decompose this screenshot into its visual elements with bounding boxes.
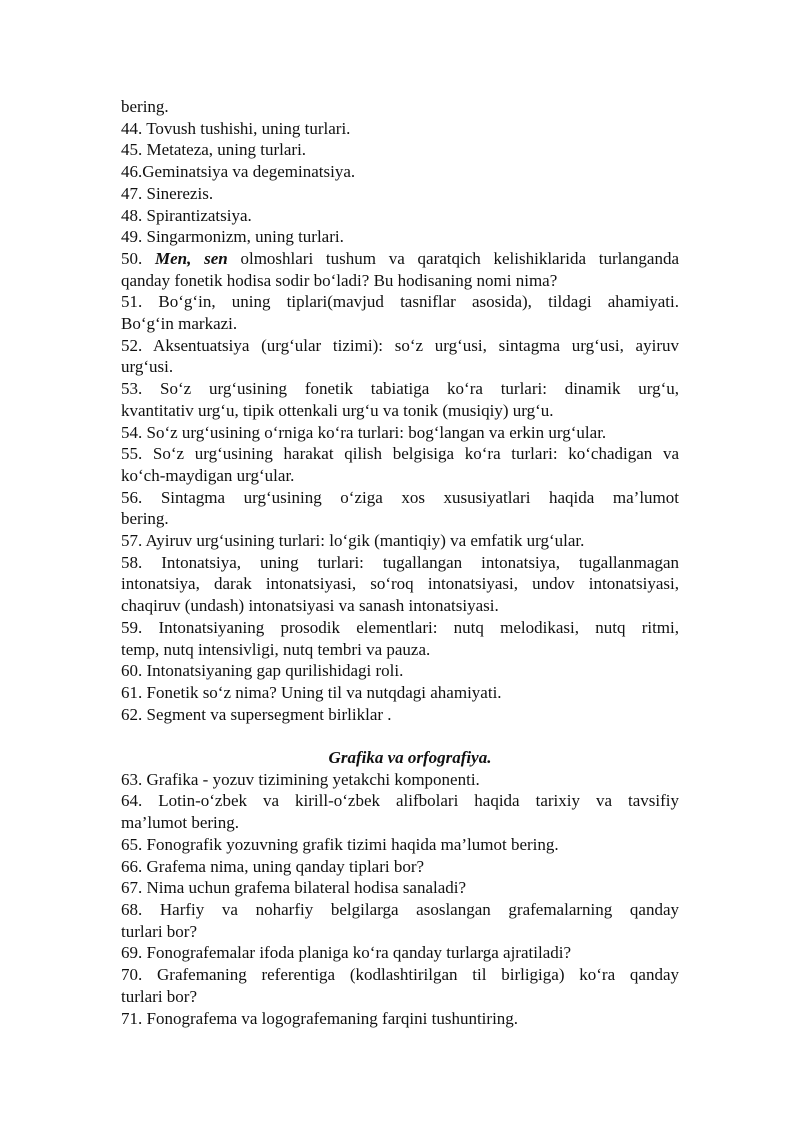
list-item: 55. So‘z urg‘usining harakat qilish belgisiga ko‘ra turlari: ko‘chadigan va bbox=[121, 444, 679, 464]
list-item: 71. Fonografema va logografemaning farqini tushuntiring. bbox=[121, 1008, 519, 1028]
text-line: ma’lumot bering. bbox=[121, 813, 240, 833]
text-line: turlari bor? bbox=[121, 986, 197, 1006]
text-line: bering. bbox=[121, 509, 169, 529]
list-item: 56. Sintagma urg‘usining o‘ziga xos xususiyatlari haqida ma’lumot bbox=[121, 487, 679, 507]
list-item: 46.Geminatsiya va degeminatsiya. bbox=[121, 162, 356, 182]
list-item bbox=[121, 248, 679, 270]
list-item: 54. So‘z urg‘usining o‘rniga ko‘ra turlari: bog‘langan va erkin urg‘ular. bbox=[121, 422, 607, 442]
list-item: 66. Grafema nima, uning qanday tiplari bor? bbox=[121, 856, 425, 876]
list-item: 61. Fonetik so‘z nima? Uning til va nutqdagi ahamiyati. bbox=[121, 682, 502, 702]
list-item-text: olmoshlari tushum va qaratqich kelishiklarida turlanganda bbox=[227, 248, 680, 268]
section-heading: Grafika va orfografiya. bbox=[328, 748, 492, 768]
document-page bbox=[121, 96, 679, 1029]
list-item: 49. Singarmonizm, uning turlari. bbox=[121, 227, 344, 247]
list-item: 58. Intonatsiya, uning turlari: tugallangan intonatsiya, tugallanmagan bbox=[121, 552, 679, 572]
list-item: 65. Fonografik yozuvning grafik tizimi haqida ma’lumot bering. bbox=[121, 834, 559, 854]
list-item: 68. Harfiy va noharfiy belgilarga asoslangan grafemalarning qanday bbox=[121, 900, 679, 919]
section-phonetics-list bbox=[121, 96, 679, 725]
list-item: 45. Metateza, uning turlari. bbox=[121, 140, 307, 160]
list-item: 60. Intonatsiyaning gap qurilishidagi roli. bbox=[121, 661, 404, 681]
list-item: 44. Tovush tushishi, uning turlari. bbox=[121, 118, 351, 138]
list-item: 48. Spirantizatsiya. bbox=[121, 205, 252, 225]
list-item: 69. Fonografemalar ifoda planiga ko‘ra qanday turlarga ajratiladi? bbox=[121, 943, 572, 963]
section-graphics-list bbox=[121, 769, 679, 1029]
list-item: 59. Intonatsiyaning prosodik elementlari: nutq melodikasi, nutq ritmi, bbox=[121, 617, 679, 637]
list-item: 64. Lotin-o‘zbek va kirill-o‘zbek alifbolari haqida tarixiy va tavsifiy bbox=[121, 791, 679, 811]
list-item: 51. Bo‘g‘in, uning tiplari(mavjud tasniflar asosida), tildagi ahamiyati. bbox=[121, 292, 679, 312]
text-line: temp, nutq intensivligi, nutq tembri va pauza. bbox=[121, 639, 431, 659]
text-line: turlari bor? bbox=[121, 921, 197, 941]
spacer bbox=[121, 725, 679, 747]
text-line: Bo‘g‘in markazi. bbox=[121, 314, 238, 334]
emphasized-pronouns: Men, sen bbox=[155, 248, 228, 268]
list-item: 57. Ayiruv urg‘usining turlari: lo‘gik (mantiqiy) va emfatik urg‘ular. bbox=[121, 531, 585, 551]
list-item: 67. Nima uchun grafema bilateral hodisa sanaladi? bbox=[121, 878, 467, 898]
list-item: 63. Grafika - yozuv tizimining yetakchi komponenti. bbox=[121, 769, 480, 789]
list-item: 53. So‘z urg‘usining fonetik tabiatiga ko‘ra turlari: dinamik urg‘u, bbox=[121, 379, 679, 399]
text-line: bering. bbox=[121, 97, 169, 116]
list-item: 62. Segment va supersegment birliklar . bbox=[121, 704, 392, 724]
text-line: qanday fonetik hodisa sodir bo‘ladi? Bu hodisaning nomi nima? bbox=[121, 270, 558, 290]
list-item: 52. Aksentuatsiya (urg‘ular tizimi): so‘z urg‘usi, sintagma urg‘usi, ayiruv bbox=[121, 335, 679, 355]
list-item: 47. Sinerezis. bbox=[121, 183, 214, 203]
text-line: chaqiruv (undash) intonatsiyasi va sanash intonatsiyasi. bbox=[121, 596, 499, 616]
text-line: intonatsiya, darak intonatsiyasi, so‘roq intonatsiyasi, undov intonatsiyasi, bbox=[121, 574, 679, 594]
list-item: 70. Grafemaning referentiga (kodlashtirilgan til birligiga) ko‘ra qanday bbox=[121, 965, 679, 985]
text-line: urg‘usi. bbox=[121, 357, 174, 377]
text-line: ko‘ch-maydigan urg‘ular. bbox=[121, 465, 295, 485]
list-item-number: 50. bbox=[121, 248, 155, 268]
text-line: kvantitativ urg‘u, tipik ottenkali urg‘u va tonik (musiqiy) urg‘u. bbox=[121, 400, 554, 420]
